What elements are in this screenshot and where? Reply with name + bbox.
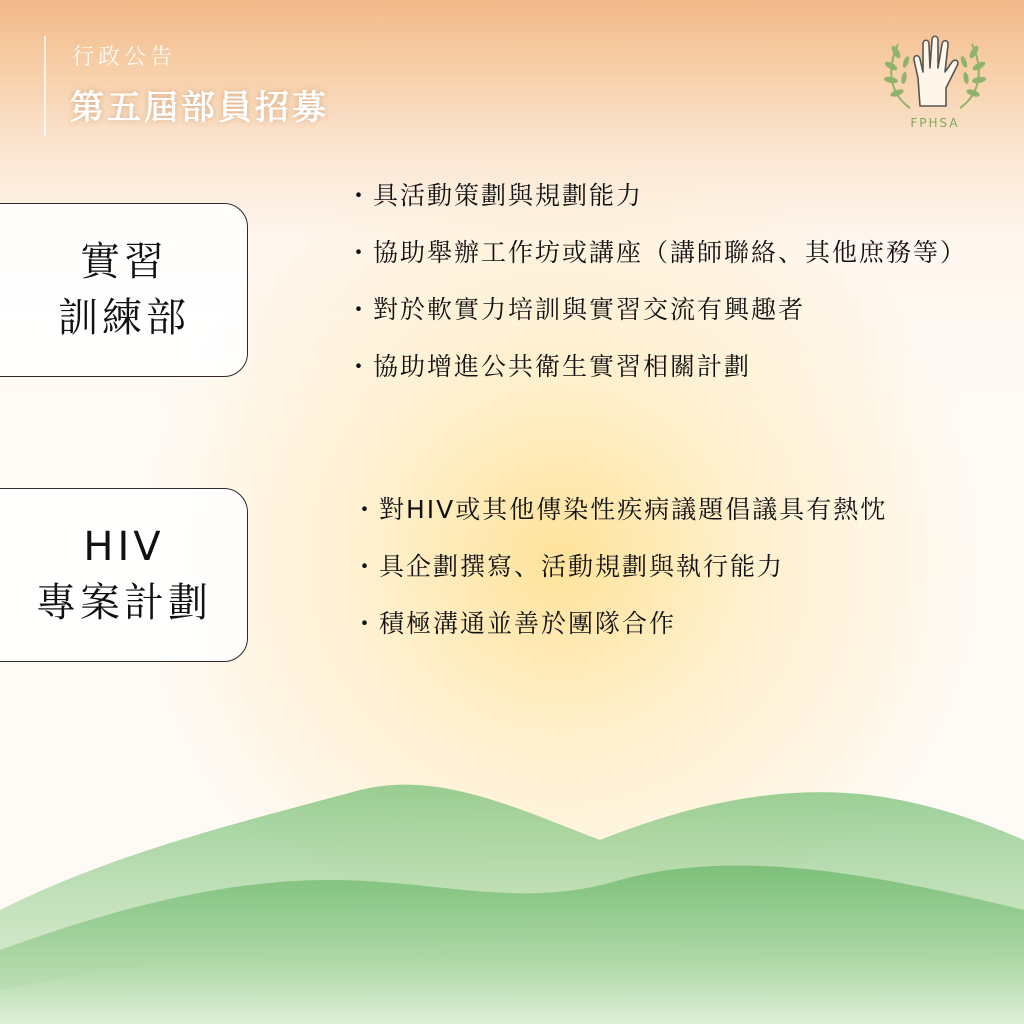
requirements-list-hiv xyxy=(352,497,887,668)
header-divider xyxy=(44,36,46,136)
list-item: ・對於軟實力培訓與實習交流有興趣者 xyxy=(346,295,806,324)
list-item: ・具企劃撰寫、活動規劃與執行能力 xyxy=(352,552,785,581)
list-item: ・協助增進公共衛生實習相關計劃 xyxy=(346,352,752,381)
department-name xyxy=(36,519,212,631)
department-name-line2: 專案計劃 xyxy=(36,580,212,626)
green-hills-decoration xyxy=(0,760,1024,1024)
list-item: ・協助舉辦工作坊或講座（講師聯絡、其他庶務等） xyxy=(346,238,968,267)
page-title: 第五屆部員招募 xyxy=(70,88,329,128)
department-name-line2: 訓練部 xyxy=(58,295,190,341)
department-card-hiv xyxy=(0,488,248,662)
department-name xyxy=(58,234,190,346)
header-kicker: 行政公告 xyxy=(72,45,177,70)
department-card-training xyxy=(0,203,248,377)
department-name-line1: HIV xyxy=(83,524,165,570)
requirements-list-training xyxy=(346,183,967,411)
department-name-line1: 實習 xyxy=(80,239,168,285)
list-item: ・對HIV或其他傳染性疾病議題倡議具有熱忱 xyxy=(352,495,888,524)
logo-text: FPHSA xyxy=(910,116,960,130)
hand-laurel-icon xyxy=(880,30,990,116)
fphsa-logo xyxy=(880,30,990,130)
list-item: ・積極溝通並善於團隊合作 xyxy=(352,609,677,638)
list-item: ・具活動策劃與規劃能力 xyxy=(346,181,644,210)
